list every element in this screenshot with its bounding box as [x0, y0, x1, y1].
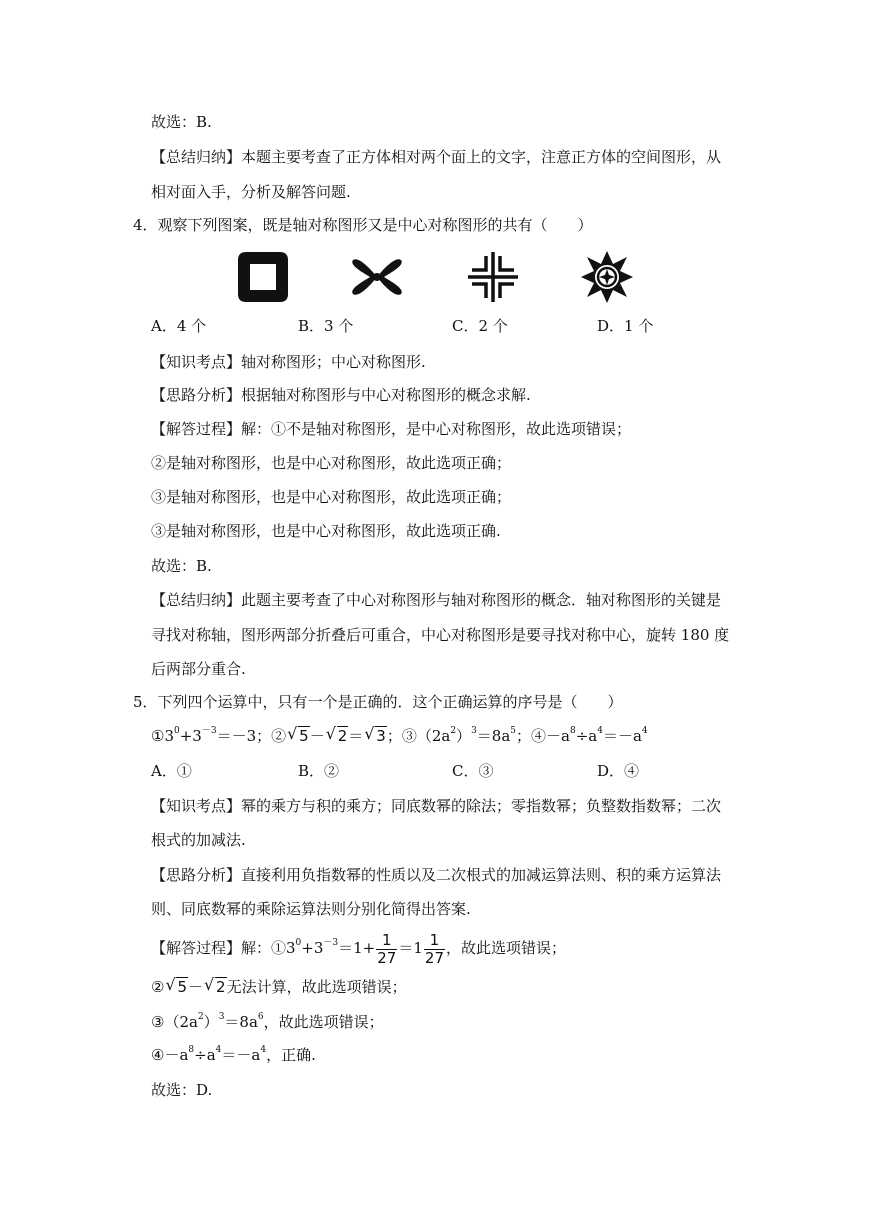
q4-option-c: C．2 个 [452, 317, 508, 335]
q5-sol4-prefix: ④－a [151, 1046, 189, 1064]
q5-expr4-div: ÷a [575, 727, 598, 745]
q3-summary-line-2: 相对面入手，分析及解答问题. [151, 183, 351, 201]
q5-sol1-prefix: 【解答过程】解：①3 [151, 939, 296, 957]
q4-option-b: B．3 个 [298, 317, 354, 335]
pinwheel-figure [350, 250, 404, 304]
q3-summary-line-1: 【总结归纳】本题主要考查了正方体相对两个面上的文字，注意正方体的空间图形，从 [151, 148, 722, 166]
q5-sol4-exp1: 8 [188, 1045, 195, 1055]
q5-sol1-eq: ＝1+ [338, 939, 376, 957]
q5-sol3-exp1: 2 [197, 1012, 204, 1022]
q5-expr4-start: ；④－a [516, 727, 570, 745]
q4-answer: 故选：B. [151, 557, 212, 575]
q4-summary-line-3: 后两部分重合. [151, 660, 246, 678]
q3-answer: 故选：B. [151, 113, 212, 131]
q5-expr2-radical-1: √ 5 [287, 726, 310, 746]
q5-sol2-radical-2: √ 2 [204, 977, 227, 997]
q5-sol1-conclusion: ，故此选项错误； [446, 939, 567, 957]
q5-sol3-eq: ＝8a [224, 1013, 258, 1031]
q5-sol3-exp3: 6 [257, 1012, 264, 1022]
q4-option-a: A．4 个 [151, 317, 207, 335]
q5-sol1-fraction-2: $\frac{1}{27}$ [424, 930, 444, 967]
q5-knowledge-line-1: 【知识考点】幂的乘方与积的乘方；同底数幂的除法；零指数幂；负整数指数幂；二次 [151, 797, 722, 815]
q4-knowledge: 【知识考点】轴对称图形；中心对称图形. [151, 353, 426, 371]
q5-expr2-minus: － [309, 727, 325, 745]
q5-expr1-exp2: －3 [201, 726, 217, 736]
q4-summary-line-1: 【总结归纳】此题主要考查了中心对称图形与轴对称图形的概念．轴对称图形的关键是 [151, 591, 722, 609]
q4-solution-line-1: 【解答过程】解：①不是轴对称图形，是中心对称图形，故此选项错误； [151, 420, 632, 438]
q5-expr3-start: ；③（2a [386, 727, 451, 745]
q5-expr3-result: ＝8a [476, 727, 511, 745]
q5-sol1-plus: +3 [301, 939, 324, 957]
q5-sol3-conclusion: ，故此选项错误； [263, 1013, 384, 1031]
q5-option-d: D．④ [597, 762, 640, 780]
q5-solution-line-2 [151, 977, 407, 997]
q5-expr3-exp3: 5 [510, 726, 517, 736]
q5-expr1-base: ①3 [151, 727, 174, 745]
q5-sol1-eq2: ＝1 [398, 939, 423, 957]
q5-stem: 5．下列四个运算中，只有一个是正确的．这个正确运算的序号是（ ） [133, 693, 623, 711]
q5-option-b: B．② [298, 762, 340, 780]
q5-solution-line-4 [151, 1045, 316, 1065]
q5-sol3-exp2: 3 [218, 1012, 225, 1022]
q5-expr1-plus: +3 [179, 727, 202, 745]
q5-option-c: C．③ [452, 762, 494, 780]
q5-sol4-exp3: 4 [260, 1045, 267, 1055]
q4-analysis: 【思路分析】根据轴对称图形与中心对称图形的概念求解. [151, 386, 531, 404]
q5-sol4-eq: ＝－a [221, 1046, 261, 1064]
q4-stem: 4．观察下列图案，既是轴对称图形又是中心对称图形的共有（ ） [133, 216, 593, 234]
q5-expr4-exp3: 4 [641, 726, 648, 736]
q5-expr4-exp2: 4 [597, 726, 603, 736]
q5-expr2-eq: ＝ [348, 727, 364, 745]
q5-sol3-prefix: ③（2a [151, 1013, 198, 1031]
q5-sol2-conclusion: 无法计算，故此选项错误； [226, 978, 407, 996]
q4-summary-line-2: 寻找对称轴，图形两部分折叠后可重合，中心对称图形是要寻找对称中心，旋转 180 度 [151, 626, 730, 644]
square-swirl-figure [236, 250, 290, 304]
q4-solution-line-4: ③是轴对称图形，也是中心对称图形，故此选项正确. [151, 522, 501, 540]
q5-expressions [151, 726, 648, 746]
q5-sol1-exp1: 0 [295, 938, 302, 948]
q5-expr1-result: ＝－3；② [216, 727, 287, 745]
q5-sol2-radical-1: √ 5 [165, 977, 188, 997]
q4-option-d: D．1 个 [597, 317, 654, 335]
q5-solution-line-1 [151, 930, 566, 967]
cross-figure [466, 250, 520, 304]
q5-solution-line-3 [151, 1012, 384, 1032]
q5-sol3-paren: ） [203, 1013, 219, 1031]
q5-expr2-radical-2: √ 2 [326, 726, 349, 746]
q5-expr2-radical-3: √ 3 [364, 726, 387, 746]
q4-solution-line-3: ③是轴对称图形，也是中心对称图形，故此选项正确； [151, 488, 512, 506]
q5-sol1-fraction-1: $\frac{1}{27}$ [377, 930, 397, 967]
q5-expr3-paren: ） [456, 727, 472, 745]
q5-sol1-exp2: －3 [323, 938, 339, 948]
q5-analysis-line-2: 则、同底数幂的乘除运算法则分别化简得出答案. [151, 900, 471, 918]
q4-solution-line-2: ②是轴对称图形，也是中心对称图形，故此选项正确； [151, 454, 512, 472]
q5-answer: 故选：D. [151, 1081, 213, 1099]
q5-sol4-conclusion: ，正确. [266, 1046, 316, 1064]
q5-sol2-minus: － [188, 978, 204, 996]
q5-expr1-exp: 0 [174, 726, 180, 736]
q5-expr3-exp2: 3 [471, 726, 477, 736]
q5-expr4-result: ＝－a [602, 727, 642, 745]
q5-sol4-exp2: 4 [215, 1045, 222, 1055]
q5-expr3-exp1: 2 [450, 726, 457, 736]
q5-sol2-prefix: ② [151, 978, 165, 996]
q5-analysis-line-1: 【思路分析】直接利用负指数幂的性质以及二次根式的加减运算法则、积的乘方运算法 [151, 866, 722, 884]
q5-option-a: A．① [151, 762, 192, 780]
q5-expr4-exp1: 8 [569, 726, 576, 736]
q5-sol4-div: ÷a [194, 1046, 216, 1064]
flower-figure [580, 250, 634, 304]
q5-knowledge-line-2: 根式的加减法. [151, 831, 246, 849]
